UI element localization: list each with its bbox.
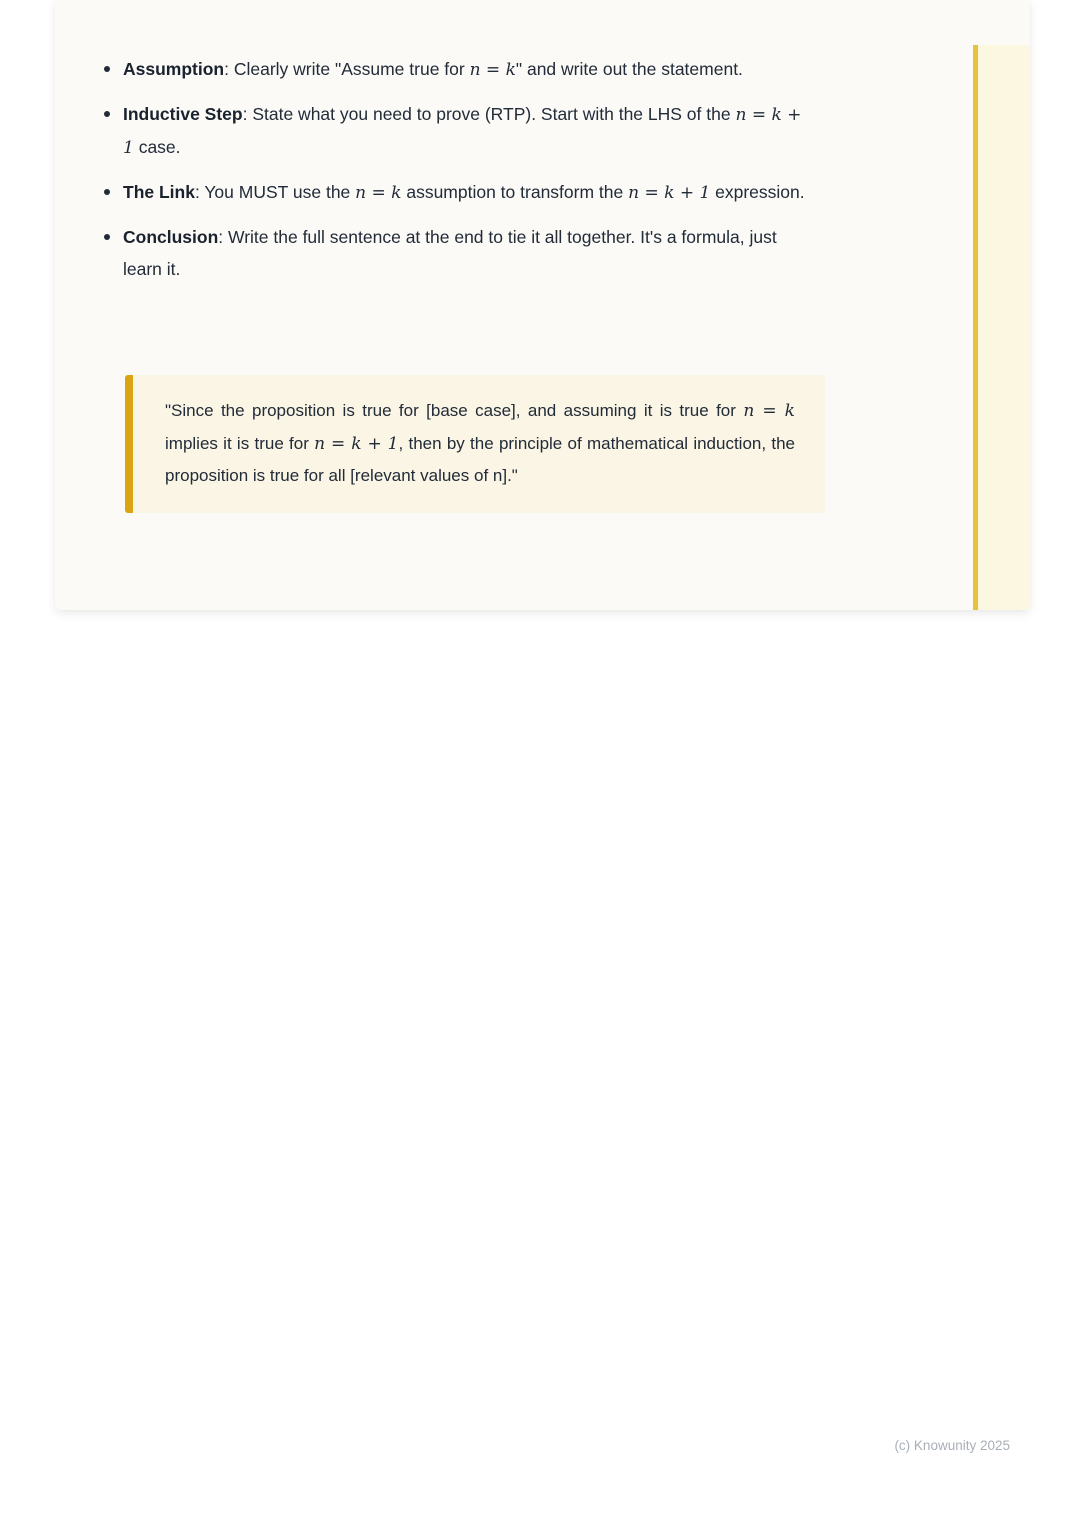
math-expression: n = k + 1 bbox=[123, 105, 802, 158]
item-text: case. bbox=[133, 137, 181, 157]
item-text: " and write out the statement. bbox=[515, 59, 743, 79]
conclusion-quote-block bbox=[125, 375, 825, 513]
item-title: Conclusion bbox=[123, 227, 219, 247]
item-title: Assumption bbox=[123, 59, 225, 79]
decorative-gold-stripe bbox=[973, 45, 1030, 610]
math-expression: n = k + 1 bbox=[314, 433, 399, 454]
bullet-icon bbox=[104, 66, 110, 72]
list-item-conclusion bbox=[103, 221, 815, 285]
quote-text: implies it is true for bbox=[165, 433, 315, 453]
list-item-inductive-step bbox=[103, 98, 815, 164]
item-title: The Link bbox=[123, 182, 195, 202]
item-title: Inductive Step bbox=[123, 104, 243, 124]
bullet-icon bbox=[104, 111, 110, 117]
item-text: assumption to transform the bbox=[401, 182, 629, 202]
content-card bbox=[55, 0, 1030, 610]
list-item-the-link bbox=[103, 176, 815, 209]
item-text: : Clearly write "Assume true for bbox=[224, 59, 470, 79]
key-points-list bbox=[103, 53, 815, 297]
math-expression: n = k + 1 bbox=[628, 183, 711, 203]
item-text: : Write the full sentence at the end to tie it all together. It's a formula, just learn it. bbox=[123, 227, 777, 279]
item-text: expression. bbox=[710, 182, 805, 202]
math-expression: n = k bbox=[355, 183, 402, 203]
copyright-text: (c) Knowunity 2025 bbox=[894, 1438, 1010, 1453]
item-text: : You MUST use the bbox=[194, 182, 356, 202]
item-text: : State what you need to prove (RTP). Start with the LHS of the bbox=[242, 104, 736, 124]
math-expression: n = k bbox=[469, 60, 516, 80]
bullet-icon bbox=[104, 189, 110, 195]
list-item-assumption bbox=[103, 53, 815, 86]
bullet-icon bbox=[104, 234, 110, 240]
quote-text: "Since the proposition is true for [base case], and assuming it is true for bbox=[165, 401, 744, 420]
math-expression: n = k bbox=[743, 401, 795, 421]
quote-text: , then by the principle of mathematical induction, the proposition is true for all [relevant values of n]." bbox=[165, 433, 795, 485]
